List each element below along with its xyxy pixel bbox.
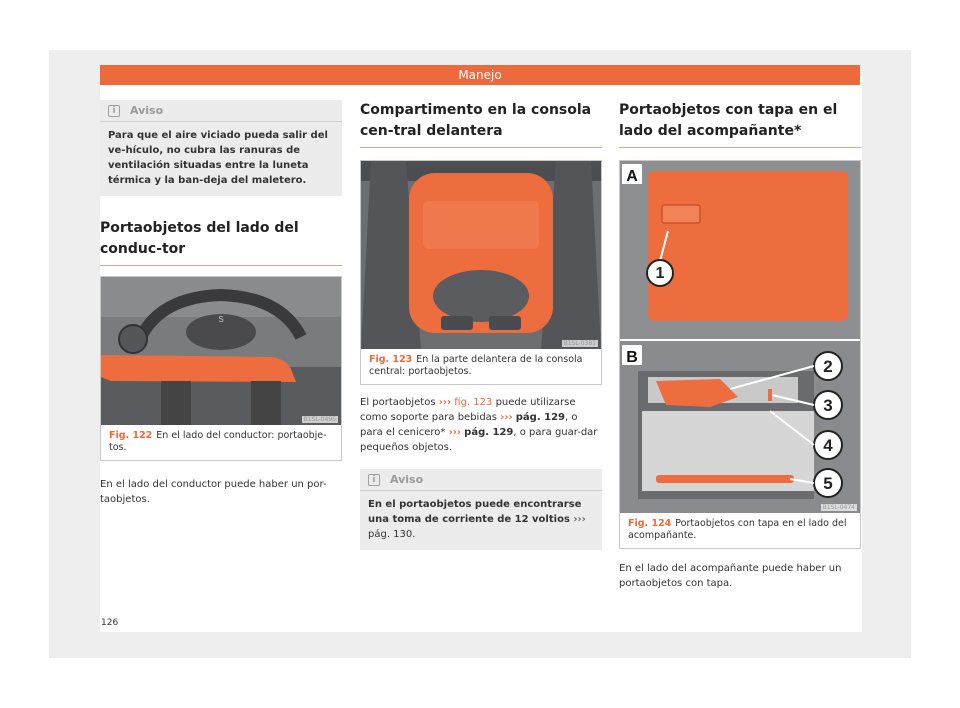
body-paragraph (360, 395, 602, 455)
column-3 (619, 100, 861, 591)
figure-123 (360, 160, 602, 385)
image-code: B1SL-0495 (303, 416, 336, 423)
notice-header (360, 469, 602, 491)
svg-text:S: S (218, 315, 224, 324)
driver-storage-image (101, 277, 341, 425)
panel-label-a: A (626, 168, 638, 185)
passenger-storage-image (620, 161, 860, 513)
paragraph-text: , o para guar-dar pequeños objetos. (360, 427, 598, 453)
console-image (361, 161, 601, 349)
column-2 (360, 100, 602, 550)
figure-caption (620, 513, 860, 548)
page-number: 126 (101, 618, 119, 628)
callout-3: 3 (823, 396, 833, 415)
figure-122 (100, 276, 342, 461)
notice-title: Aviso (130, 104, 164, 117)
callout-5: 5 (823, 474, 833, 493)
column-1 (100, 100, 342, 507)
figure-label: Fig. 123 (369, 354, 413, 365)
notice-box (360, 469, 602, 550)
notice-header (100, 100, 342, 122)
figure-caption (101, 425, 341, 460)
panel-label-b: B (626, 349, 638, 366)
page-reference-link[interactable]: pág. 129 (464, 427, 514, 438)
notice-box (100, 100, 342, 196)
notice-title: Aviso (390, 473, 424, 486)
image-code: B1SL-0474 (822, 504, 855, 511)
figure-caption-text: En el lado del conductor: portaobje-tos. (109, 430, 327, 453)
section-heading: Compartimento en la consola cen-tral delantera (360, 100, 602, 148)
figure-reference-link[interactable]: fig. 123 (454, 397, 493, 408)
section-title: Manejo (458, 68, 502, 82)
arrow-glyph: ››› (438, 397, 452, 408)
page-reference-link[interactable]: pág. 129 (515, 412, 565, 423)
arrow-glyph: ››› (573, 514, 586, 525)
figure-caption (361, 349, 601, 384)
console-illustration (361, 161, 601, 349)
body-paragraph: En el lado del acompañante puede haber un portaobjetos con tapa. (619, 563, 842, 589)
section-header (100, 65, 860, 85)
paragraph-text: El portaobjetos (360, 397, 439, 408)
passenger-storage-illustration (620, 161, 860, 513)
paragraph-text: , o para el cenicero* (360, 412, 578, 438)
callout-4: 4 (823, 436, 833, 455)
body-paragraph: En el lado del conductor puede haber un por-taobjetos. (100, 479, 327, 505)
paragraph-text: puede utilizarse como soporte para bebidas (360, 397, 576, 423)
notice-text (360, 491, 602, 550)
figure-label: Fig. 124 (628, 518, 672, 529)
arrow-glyph: ››› (500, 412, 513, 423)
notice-body-text: En el portaobjetos puede encontrarse una toma de corriente de 12 voltios (368, 499, 582, 525)
section-heading: Portaobjetos del lado del conduc-tor (100, 218, 342, 266)
notice-text: Para que el aire viciado pueda salir del ve-hículo, no cubra las ranuras de ventilación situadas entre la luneta térmica y la ban-deja del maletero. (108, 130, 328, 186)
info-icon: i (368, 474, 380, 486)
figure-caption-text: Portaobjetos con tapa en el lado del acompañante. (628, 518, 847, 541)
image-code: B1SL-0381 (563, 340, 596, 347)
figure-caption-text: En la parte delantera de la consola central: portaobjetos. (369, 354, 583, 377)
arrow-glyph: ››› (448, 427, 461, 438)
figure-label: Fig. 122 (109, 430, 153, 441)
callout-2: 2 (823, 357, 833, 376)
driver-storage-illustration (101, 277, 341, 425)
section-heading: Portaobjetos con tapa en el lado del acompañante* (619, 100, 861, 148)
figure-124 (619, 160, 861, 549)
callout-1: 1 (655, 265, 665, 282)
info-icon: i (108, 105, 120, 117)
page-reference-link[interactable]: pág. 130. (368, 529, 416, 540)
